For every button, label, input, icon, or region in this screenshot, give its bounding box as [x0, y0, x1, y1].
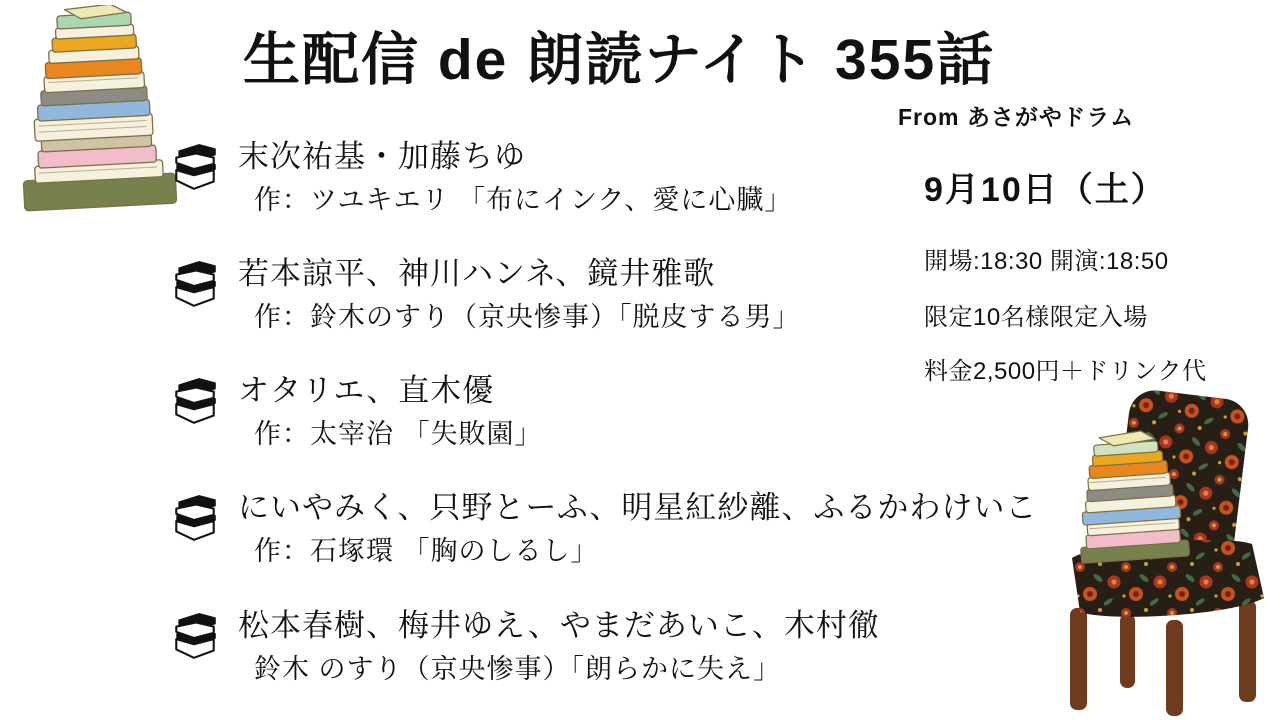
page-title: 生配信 de 朗読ナイト 355話: [243, 28, 996, 92]
book-stack-icon: [172, 493, 218, 545]
chair-with-books-art: [1058, 388, 1276, 720]
page-subtitle: From あさがやドラム: [898, 104, 1135, 130]
program-item: [172, 609, 880, 685]
work-title: 作：ツユキエリ 「布にインク、愛に心臓」: [254, 185, 793, 216]
performers: 若本諒平、神川ハンネ、鏡井雅歌: [238, 256, 716, 291]
book-stack-icon: [172, 376, 218, 428]
work-title: 作：石塚環 「胸のしるし」: [254, 536, 599, 567]
program-item: [172, 491, 1037, 567]
book-stack-icon: [172, 611, 218, 663]
book-stack-icon: [172, 142, 218, 194]
work-title: 作：鈴木のすり（京央惨事）「脱皮する男」: [254, 302, 801, 333]
event-info-panel: [924, 162, 1269, 386]
program-item-text: [238, 374, 543, 450]
performers: 末次祐基・加藤ちゆ: [238, 139, 526, 174]
event-date: 9月10日（土）: [924, 171, 1167, 209]
event-times: 開場:18:30 開演:18:50: [924, 248, 1169, 275]
event-capacity: 限定10名様限定入場: [924, 304, 1148, 331]
book-stack-icon: [172, 259, 218, 311]
event-price: 料金2,500円＋ドリンク代: [924, 358, 1207, 385]
program-item-text: [238, 609, 880, 685]
stacked-books-illustration: [12, 5, 184, 219]
program-item-text: [238, 140, 792, 216]
work-title: 作：太宰治 「失敗園」: [254, 419, 543, 450]
program-item: [172, 140, 792, 216]
program-item: [172, 257, 801, 333]
program-item: [172, 374, 543, 450]
chair-with-books-illustration: [1058, 388, 1276, 720]
program-item-text: [238, 257, 801, 333]
performers: オタリエ、直木優: [238, 373, 495, 408]
work-title: 鈴木 のすり（京央惨事）「朗らかに失え」: [254, 654, 782, 685]
stacked-books-art: [12, 5, 184, 219]
program-item-text: [238, 491, 1037, 567]
performers: にいやみく、只野とーふ、明星紅紗離、ふるかわけいこ: [238, 490, 1038, 525]
performers: 松本春樹、梅井ゆえ、やまだあいこ、木村徹: [238, 608, 880, 643]
